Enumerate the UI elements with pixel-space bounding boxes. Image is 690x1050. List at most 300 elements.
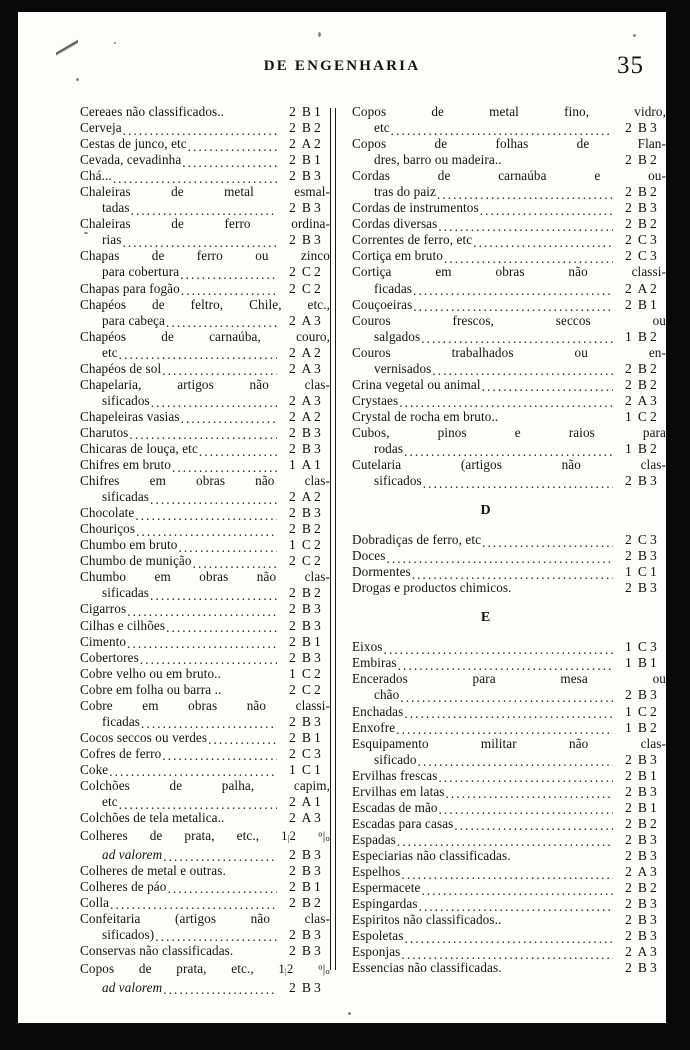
- entry-label: Encerados para mesa ou: [352, 671, 666, 687]
- code-part: 2: [314, 344, 321, 360]
- code-part: 2: [650, 280, 657, 296]
- entry-label: ad valorem: [102, 979, 163, 995]
- code-part: 3: [314, 168, 321, 184]
- index-entry-line: [80, 826, 330, 847]
- index-entry-line: [352, 104, 666, 120]
- entry-label: Chifres em bruto: [80, 457, 171, 473]
- code-part: 2: [625, 687, 632, 703]
- code-part: 2: [289, 392, 296, 408]
- code-part: 2: [289, 617, 296, 633]
- index-entry-line: [352, 361, 666, 377]
- code-part: 2: [289, 168, 296, 184]
- code-part: 3: [650, 473, 657, 489]
- index-entry-line: [352, 720, 666, 736]
- index-entry-line: [352, 297, 666, 313]
- entry-code: [622, 687, 666, 703]
- entry-code: [622, 832, 666, 848]
- index-entry-line: [80, 104, 330, 120]
- index-entry-line: [352, 912, 666, 928]
- dot-leader: [413, 299, 613, 311]
- code-part: 3: [650, 392, 657, 408]
- code-part: 3: [314, 232, 321, 248]
- entry-code: [622, 473, 666, 489]
- entry-code: [622, 655, 666, 671]
- entry-label: Chapelaria, artigos não clas-: [80, 376, 330, 392]
- code-part: B: [301, 104, 312, 119]
- code-part: C: [301, 761, 312, 777]
- entry-label: sificados: [374, 473, 422, 489]
- entry-code: [622, 800, 666, 816]
- dot-leader: [502, 915, 613, 927]
- entry-label: Chumbo em obras não clas-: [80, 569, 330, 585]
- index-entry-line: [80, 393, 330, 409]
- entry-label: Escadas para casas: [352, 815, 454, 831]
- entry-label: Eixos: [352, 639, 383, 655]
- index-entry-line: [80, 927, 330, 943]
- code-part: 3: [650, 687, 657, 703]
- index-column-left: [18, 104, 330, 1004]
- code-part: B: [301, 601, 312, 617]
- entry-label: Chumbo em bruto: [80, 537, 178, 553]
- code-part: 3: [650, 960, 657, 976]
- index-entry-line: [80, 569, 330, 585]
- entry-label: Cobertores: [80, 649, 139, 665]
- code-part: C: [301, 280, 312, 296]
- code-part: 3: [314, 392, 321, 408]
- entry-code: [286, 409, 330, 425]
- code-part: 2: [289, 360, 296, 376]
- dot-leader: [499, 411, 613, 423]
- code-part: 3: [650, 200, 657, 216]
- index-entry-line: [80, 879, 330, 895]
- entry-label: Esquipamento militar não clas-: [352, 735, 666, 751]
- code-part: 2: [650, 184, 657, 200]
- code-part: 1: [289, 665, 296, 681]
- dot-leader: [141, 716, 277, 728]
- entry-label: Chá...: [80, 168, 112, 184]
- code-part: 1: [314, 457, 321, 473]
- code-part: 1: [650, 767, 657, 783]
- code-part: 1: [289, 761, 296, 777]
- index-entry-line: [352, 425, 666, 441]
- code-part: 2: [289, 649, 296, 665]
- code-part: 3: [650, 532, 657, 548]
- entry-label: vernisados: [374, 360, 432, 376]
- entry-label: Espadas: [352, 831, 396, 847]
- entry-label: Chapéos de feltro, Chile, etc.,: [80, 296, 330, 312]
- entry-label: Enchadas: [352, 703, 404, 719]
- dot-leader: [163, 849, 277, 861]
- code-part: B: [637, 719, 648, 735]
- dot-leader: [439, 802, 613, 814]
- index-entry-line: [80, 216, 330, 232]
- entry-code: [622, 752, 666, 768]
- code-part: 1: [314, 729, 321, 745]
- code-part: 2: [650, 376, 657, 392]
- dot-leader: [167, 881, 277, 893]
- index-entry-line: [352, 329, 666, 345]
- code-part: B: [637, 960, 648, 976]
- entry-code: [286, 794, 330, 810]
- code-part: 1: [650, 296, 657, 312]
- index-entry-line: [352, 944, 666, 960]
- entry-label: Chapas para fogão: [80, 280, 180, 296]
- dot-leader: [151, 395, 277, 407]
- code-part: 1: [625, 639, 632, 655]
- code-part: 2: [625, 232, 632, 248]
- dot-leader: [421, 883, 613, 895]
- entry-label: ficadas: [102, 713, 141, 729]
- entry-label: Ervilhas frescas: [352, 767, 438, 783]
- index-entry-line: [80, 297, 330, 313]
- code-part: B: [301, 942, 312, 958]
- code-part: 2: [289, 344, 296, 360]
- entry-label: Espiritos não classificados..: [352, 912, 502, 928]
- entry-label: Chapas de ferro ou zinco: [80, 248, 330, 264]
- entry-code: [286, 714, 330, 730]
- entry-label: Chifres em obras não clas-: [80, 473, 330, 489]
- code-part: 2: [625, 880, 632, 896]
- code-part: 2: [625, 120, 632, 136]
- code-part: 2: [289, 424, 296, 440]
- dot-leader: [513, 583, 613, 595]
- dot-leader: [131, 203, 277, 215]
- index-entry-line: [80, 601, 330, 617]
- index-entry-line: [352, 784, 666, 800]
- dot-leader: [423, 476, 613, 488]
- code-part: B: [301, 878, 312, 894]
- entry-code: [286, 601, 330, 617]
- scan-speck: [318, 32, 321, 37]
- dot-leader: [181, 411, 277, 423]
- entry-label: Chocolate: [80, 505, 135, 521]
- code-part: 3: [314, 200, 321, 216]
- code-part: 2: [289, 505, 296, 521]
- code-part: 2: [289, 553, 296, 569]
- entry-code: [286, 762, 330, 778]
- index-entry-line: [80, 911, 330, 927]
- dot-leader: [162, 748, 277, 760]
- code-part: 2: [314, 521, 321, 537]
- code-part: 2: [625, 863, 632, 879]
- entry-label: Cimento: [80, 633, 127, 649]
- code-part: B: [637, 751, 648, 767]
- code-part: 1: [625, 328, 632, 344]
- index-entry-line: [352, 880, 666, 896]
- entry-label: Especiarias não classificadas.: [352, 847, 511, 863]
- entry-label: sificado: [374, 751, 417, 767]
- dot-leader: [122, 235, 277, 247]
- dot-leader: [182, 155, 277, 167]
- code-part: C: [637, 532, 648, 548]
- entry-code: [286, 232, 330, 248]
- index-entry-line: [80, 847, 330, 863]
- code-part: 1: [650, 799, 657, 815]
- entry-code: [286, 634, 330, 650]
- entry-label: Espoletas: [352, 928, 404, 944]
- entry-label: Copos de metal fino, vidro,: [352, 104, 666, 119]
- code-part: 2: [289, 862, 296, 878]
- index-entry-line: [80, 863, 330, 879]
- dot-leader: [136, 524, 277, 536]
- entry-label: dres, barro ou madeira..: [374, 152, 502, 168]
- code-part: A: [301, 136, 312, 152]
- index-entry-line: [352, 441, 666, 457]
- entry-label: Chapeleiras vasias: [80, 408, 180, 424]
- index-entry-line: [80, 505, 330, 521]
- code-part: 3: [650, 232, 657, 248]
- entry-code: [286, 361, 330, 377]
- code-part: B: [301, 424, 312, 440]
- code-part: B: [637, 152, 648, 168]
- code-part: B: [301, 505, 312, 521]
- code-part: A: [301, 312, 312, 328]
- index-columns: [18, 104, 666, 1004]
- index-entry-line: [80, 943, 330, 959]
- code-part: 2: [314, 537, 321, 553]
- index-entry-line: [352, 457, 666, 473]
- code-part: 1: [289, 457, 296, 473]
- code-part: A: [637, 392, 648, 408]
- dot-leader: [473, 235, 613, 247]
- dot-leader: [222, 668, 277, 680]
- dot-leader: [163, 982, 277, 994]
- code-part: 2: [289, 713, 296, 729]
- dot-leader: [225, 107, 277, 119]
- index-entry-line: [80, 152, 330, 168]
- entry-code: [286, 730, 330, 746]
- index-entry-line: [80, 409, 330, 425]
- code-part: 1: [650, 564, 657, 580]
- dot-leader: [412, 567, 613, 579]
- code-part: 2: [289, 232, 296, 248]
- code-part: B: [637, 767, 648, 783]
- code-part: 3: [650, 548, 657, 564]
- code-part: 2: [289, 745, 296, 761]
- entry-code: [622, 720, 666, 736]
- entry-code: [622, 200, 666, 216]
- code-part: 3: [314, 440, 321, 456]
- dot-leader: [172, 460, 277, 472]
- dot-leader: [480, 203, 613, 215]
- index-column-right: [330, 104, 666, 1004]
- index-entry-line: [352, 768, 666, 784]
- entry-code: [286, 585, 330, 601]
- entry-label: Cilhas e cilhões: [80, 617, 166, 633]
- code-part: 2: [289, 979, 296, 995]
- code-part: B: [301, 232, 312, 248]
- code-part: 2: [314, 665, 321, 681]
- entry-code: [286, 943, 330, 959]
- entry-label: Espelhos: [352, 863, 401, 879]
- code-part: C: [301, 681, 312, 697]
- index-entry-line: [352, 960, 666, 976]
- index-entry-line: [80, 810, 330, 826]
- index-entry-line: [352, 136, 666, 152]
- code-part: B: [637, 896, 648, 912]
- index-entry-line: [352, 671, 666, 687]
- entry-code: [286, 863, 330, 879]
- entry-code: [622, 232, 666, 248]
- code-part: 3: [650, 928, 657, 944]
- code-part: 1: [650, 655, 657, 671]
- dot-leader: [401, 867, 613, 879]
- index-entry-line: [80, 200, 330, 216]
- index-entry-line: [352, 313, 666, 329]
- entry-code: [622, 784, 666, 800]
- code-part: B: [637, 473, 648, 489]
- entry-label: Correntes de ferro, etc: [352, 232, 473, 248]
- code-part: 3: [314, 360, 321, 376]
- code-part: 2: [314, 264, 321, 280]
- section-divider-d: D: [480, 503, 492, 519]
- code-part: B: [301, 168, 312, 184]
- code-part: B: [637, 880, 648, 896]
- index-entry-line: [80, 232, 330, 248]
- entry-label: sificados: [102, 392, 150, 408]
- code-part: 2: [625, 376, 632, 392]
- entry-label: Cofres de ferro: [80, 745, 162, 761]
- dot-leader: [150, 588, 277, 600]
- entry-label: Cevada, cevadinha: [80, 152, 182, 168]
- code-part: 3: [650, 896, 657, 912]
- code-part: 3: [314, 979, 321, 995]
- code-part: 2: [625, 296, 632, 312]
- index-entry-line: [352, 548, 666, 564]
- code-part: A: [637, 280, 648, 296]
- index-entry-line: [80, 361, 330, 377]
- code-part: 2: [625, 184, 632, 200]
- index-entry-line: [352, 473, 666, 489]
- entry-code: [286, 746, 330, 762]
- index-entry-line: [80, 168, 330, 184]
- code-part: 1: [314, 152, 321, 168]
- index-entry-line: [80, 457, 330, 473]
- code-part: C: [637, 408, 648, 424]
- code-part: 3: [650, 847, 657, 863]
- code-part: 3: [314, 846, 321, 862]
- index-entry-line: [352, 532, 666, 548]
- code-part: 2: [625, 392, 632, 408]
- code-part: 2: [650, 815, 657, 831]
- entry-code: [286, 847, 330, 863]
- index-entry-line: [80, 650, 330, 666]
- code-part: 2: [625, 216, 632, 232]
- dot-leader: [401, 947, 613, 959]
- index-entry-line: [352, 264, 666, 280]
- code-part: B: [637, 655, 648, 671]
- code-part: C: [301, 537, 312, 553]
- index-entry-line: [80, 248, 330, 264]
- entry-label: tras do paiz: [374, 184, 436, 200]
- entry-code: [286, 895, 330, 911]
- code-part: B: [637, 928, 648, 944]
- code-part: 2: [289, 585, 296, 601]
- entry-code: [286, 457, 330, 473]
- code-part: 3: [314, 649, 321, 665]
- code-part: B: [301, 649, 312, 665]
- index-entry-line: [80, 473, 330, 489]
- dot-leader: [113, 171, 277, 183]
- entry-label: Enxofre: [352, 719, 396, 735]
- code-part: B: [301, 979, 312, 995]
- index-entry-line: [352, 393, 666, 409]
- code-part: C: [637, 703, 648, 719]
- entry-label: etc: [102, 344, 118, 360]
- code-part: B: [637, 296, 648, 312]
- index-entry-line: [352, 736, 666, 752]
- index-entry-line: [352, 564, 666, 580]
- entry-code: [622, 548, 666, 564]
- index-entry-line: [80, 377, 330, 393]
- dot-leader: [404, 931, 613, 943]
- entry-label: Essencias não classificadas.: [352, 960, 502, 976]
- code-part: 3: [314, 601, 321, 617]
- code-part: 2: [289, 894, 296, 910]
- code-part: B: [637, 847, 648, 863]
- entry-label: Cigarros: [80, 601, 127, 617]
- entry-label: Escadas de mão: [352, 799, 438, 815]
- entry-label: Chouriços: [80, 521, 136, 537]
- index-entry-line: [80, 184, 330, 200]
- dot-leader: [438, 219, 613, 231]
- index-entry-line: [352, 704, 666, 720]
- entry-code: [622, 184, 666, 200]
- index-entry-line: [80, 264, 330, 280]
- entry-code: [286, 200, 330, 216]
- entry-code: [622, 639, 666, 655]
- entry-label: rodas: [374, 440, 404, 456]
- code-part: 1: [314, 794, 321, 810]
- index-entry-line: [80, 553, 330, 569]
- code-part: 3: [314, 617, 321, 633]
- index-entry-line: [352, 896, 666, 912]
- entry-code: [286, 927, 330, 943]
- index-entry-line: [80, 778, 330, 794]
- code-part: 3: [650, 580, 657, 596]
- index-entry-line: [80, 120, 330, 136]
- code-part: 2: [289, 136, 296, 152]
- dot-leader: [222, 684, 277, 696]
- code-part: C: [301, 264, 312, 280]
- index-entry-line: [352, 687, 666, 703]
- entry-code: [286, 104, 330, 120]
- code-part: 2: [625, 912, 632, 928]
- dot-leader: [188, 139, 277, 151]
- code-part: 2: [289, 810, 296, 826]
- section-divider-e: E: [480, 610, 492, 626]
- index-entry-line: [352, 184, 666, 200]
- entry-code: [286, 152, 330, 168]
- entry-code: [622, 928, 666, 944]
- code-part: 2: [289, 926, 296, 942]
- code-part: 3: [650, 248, 657, 264]
- entry-code: [286, 281, 330, 297]
- dot-leader: [227, 865, 277, 877]
- entry-code: [622, 896, 666, 912]
- entry-label: Cordas de carnaúba e ou-: [352, 168, 666, 184]
- entry-code: [622, 848, 666, 864]
- dot-leader: [432, 363, 613, 375]
- entry-code: [622, 361, 666, 377]
- entry-code: [622, 960, 666, 976]
- dot-leader: [399, 395, 613, 407]
- code-part: 2: [289, 521, 296, 537]
- entry-code: [286, 313, 330, 329]
- index-entry-line: [80, 329, 330, 345]
- entry-label: Charutos: [80, 424, 129, 440]
- entry-code: [622, 704, 666, 720]
